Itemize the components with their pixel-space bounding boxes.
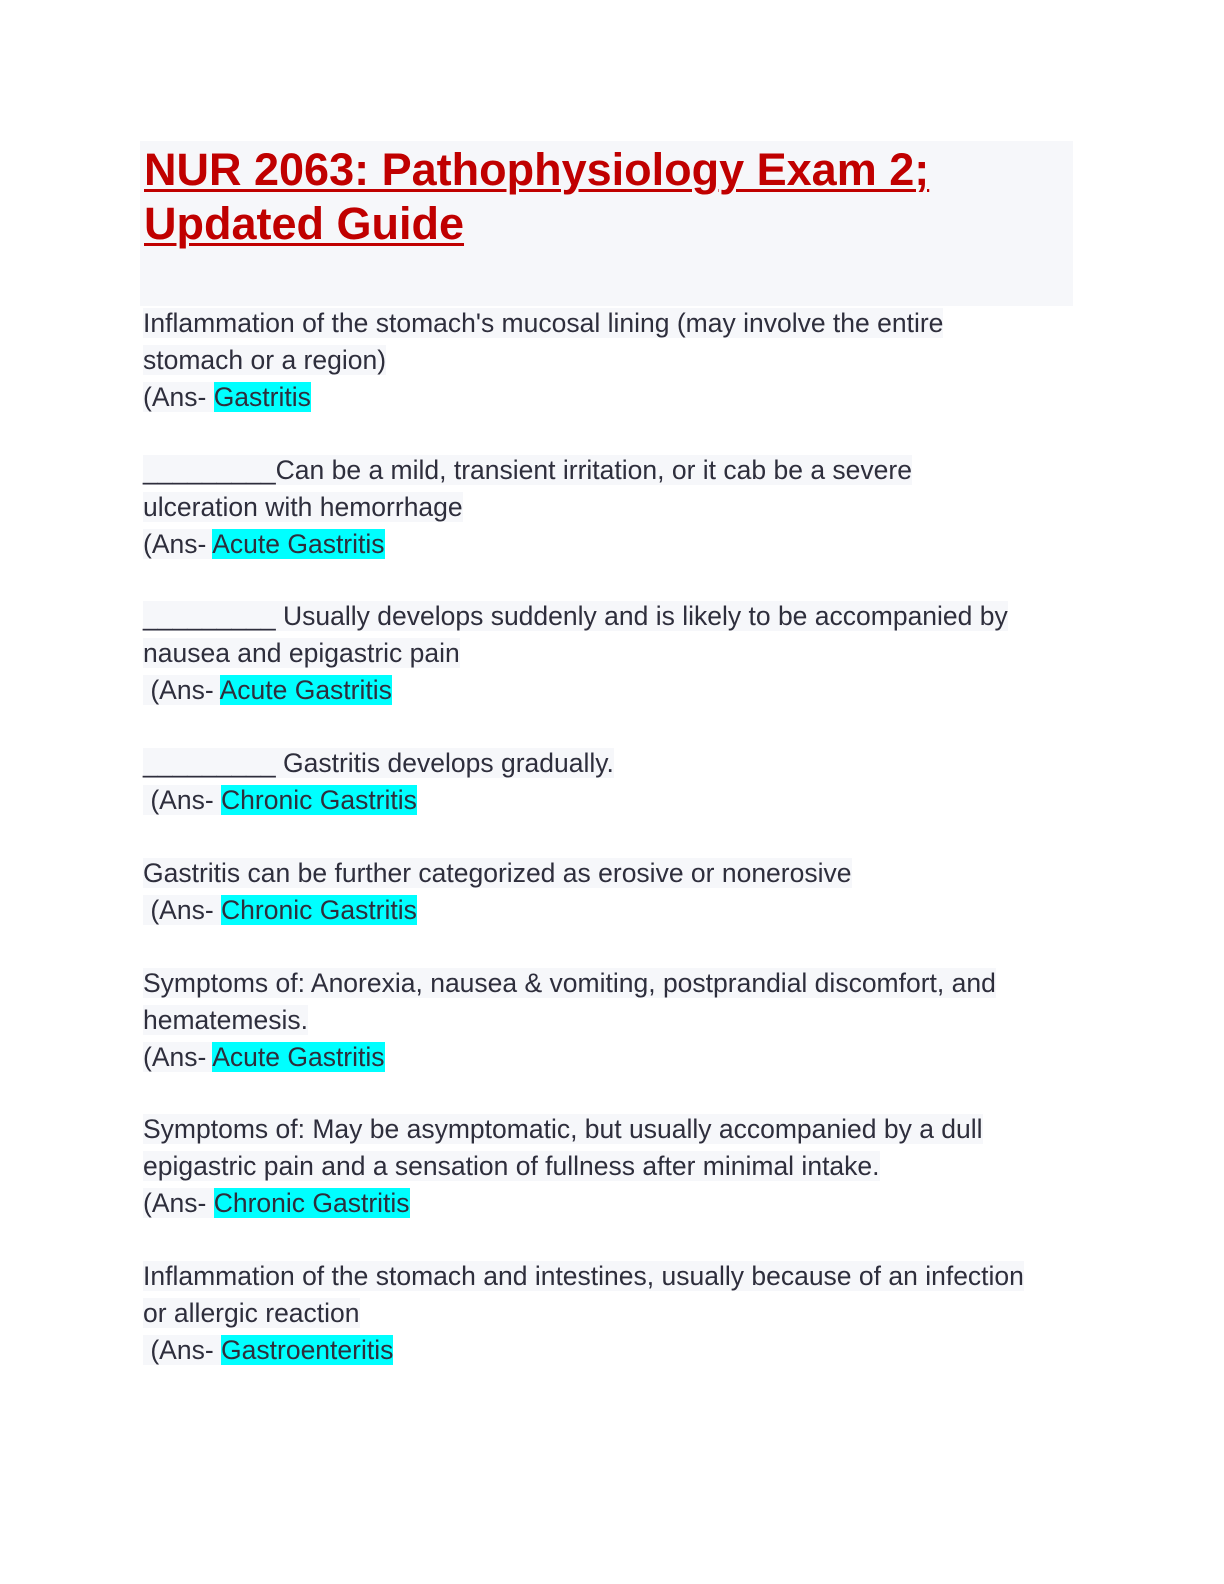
question-line: Inflammation of the stomach and intestines, usually because of an infection xyxy=(143,1261,1024,1291)
answer-line xyxy=(143,1039,996,1076)
answer-prefix: (Ans- xyxy=(143,895,222,925)
answer-text: Chronic Gastritis xyxy=(221,785,417,815)
answer-prefix: (Ans- xyxy=(143,1188,214,1218)
qa-item xyxy=(143,598,1008,709)
qa-item xyxy=(143,1258,1024,1369)
question-line: Symptoms of: Anorexia, nausea & vomiting, postprandial discomfort, and xyxy=(143,968,996,998)
qa-item xyxy=(143,965,996,1076)
qa-item xyxy=(143,1111,983,1222)
qa-item xyxy=(143,745,614,819)
title-line-1: NUR 2063: Pathophysiology Exam 2; xyxy=(144,144,930,195)
answer-text: Chronic Gastritis xyxy=(221,895,417,925)
question-line: nausea and epigastric pain xyxy=(143,638,460,668)
question-line: stomach or a region) xyxy=(143,345,387,375)
question-line: _________Can be a mild, transient irritation, or it cab be a severe xyxy=(143,455,912,485)
answer-text: Acute Gastritis xyxy=(212,529,385,559)
answer-text: Acute Gastritis xyxy=(219,675,392,705)
answer-text: Chronic Gastritis xyxy=(213,1188,410,1218)
question-line: Gastritis can be further categorized as erosive or nonerosive xyxy=(143,858,852,888)
question-line: hematemesis. xyxy=(143,1005,308,1035)
question-line: _________ Gastritis develops gradually. xyxy=(143,748,614,778)
answer-line xyxy=(143,782,614,819)
question-line: Inflammation of the stomach's mucosal lining (may involve the entire xyxy=(143,308,944,338)
answer-prefix: (Ans- xyxy=(143,382,214,412)
qa-item xyxy=(143,452,912,563)
answer-line xyxy=(143,1185,983,1222)
title-line-2: Updated Guide xyxy=(144,198,465,249)
qa-item xyxy=(143,855,852,929)
answer-prefix: (Ans- xyxy=(143,675,220,705)
answer-prefix: (Ans- xyxy=(143,529,213,559)
answer-line xyxy=(143,672,1008,709)
answer-prefix: (Ans- xyxy=(143,1335,222,1365)
answer-text: Acute Gastritis xyxy=(212,1042,385,1072)
answer-line xyxy=(143,892,852,929)
question-line: _________ Usually develops suddenly and is likely to be accompanied by xyxy=(143,601,1008,631)
answer-line xyxy=(143,1332,1024,1369)
question-line: or allergic reaction xyxy=(143,1298,360,1328)
answer-text: Gastritis xyxy=(213,382,311,412)
answer-text: Gastroenteritis xyxy=(221,1335,394,1365)
question-line: epigastric pain and a sensation of fullness after minimal intake. xyxy=(143,1151,880,1181)
question-line: Symptoms of: May be asymptomatic, but usually accompanied by a dull xyxy=(143,1114,983,1144)
document-title xyxy=(144,143,929,251)
answer-prefix: (Ans- xyxy=(143,785,222,815)
question-line: ulceration with hemorrhage xyxy=(143,492,463,522)
answer-line xyxy=(143,526,912,563)
qa-item xyxy=(143,305,943,416)
answer-prefix: (Ans- xyxy=(143,1042,213,1072)
answer-line xyxy=(143,379,943,416)
